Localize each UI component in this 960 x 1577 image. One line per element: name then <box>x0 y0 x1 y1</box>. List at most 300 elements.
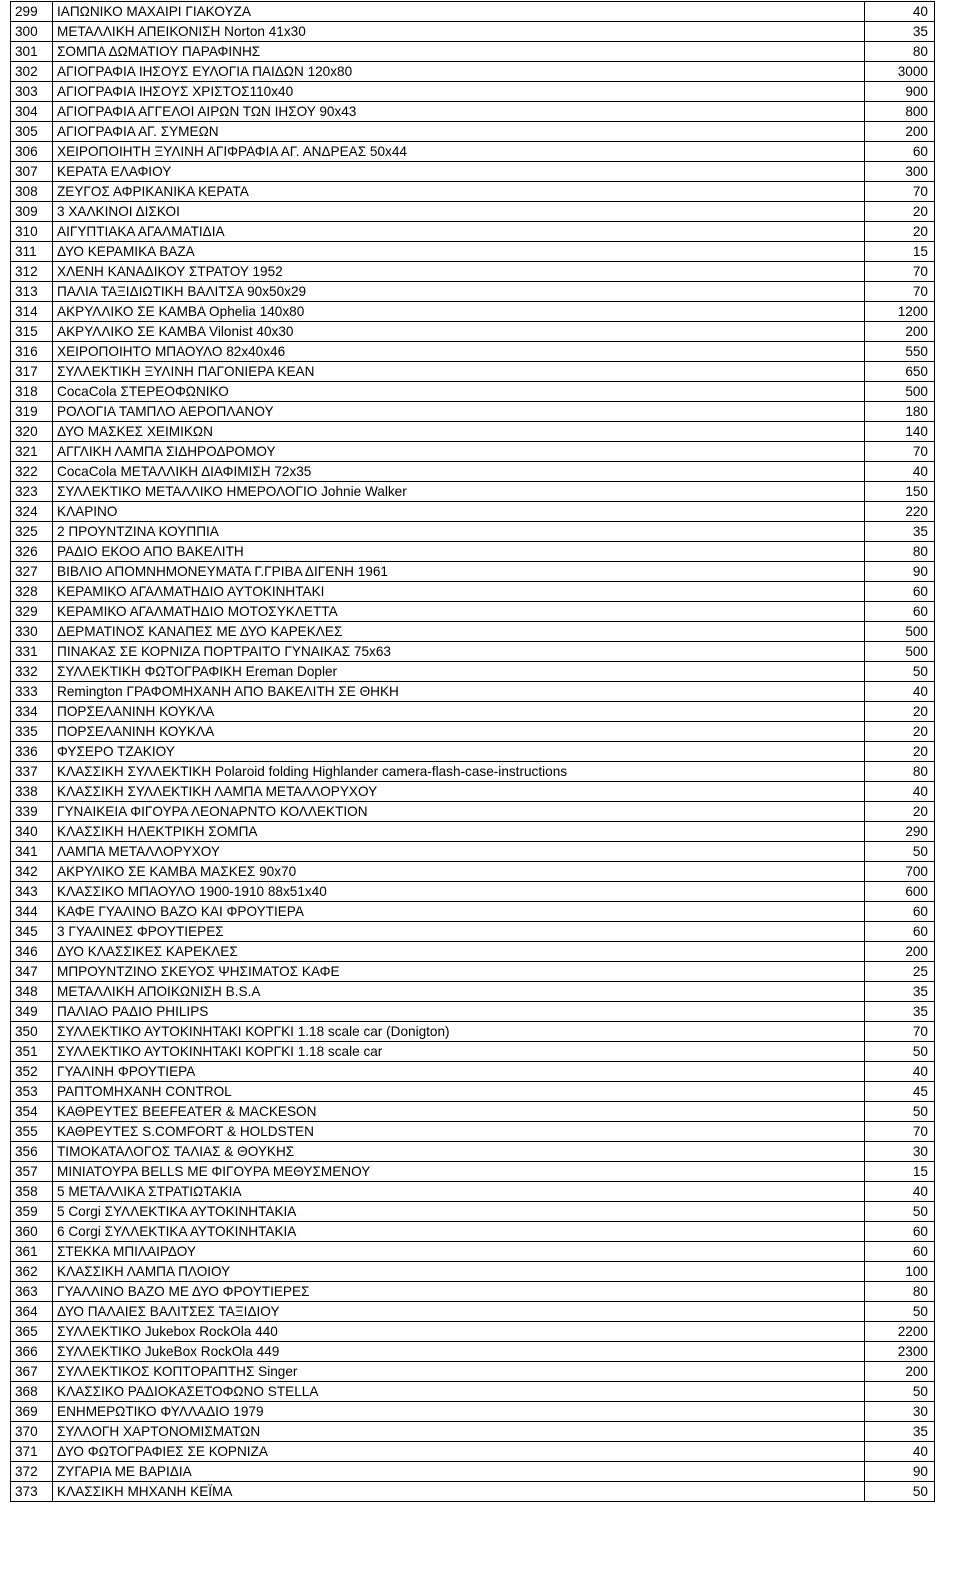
item-number: 356 <box>11 1142 53 1162</box>
table-row <box>11 122 935 142</box>
item-price: 40 <box>865 2 935 22</box>
item-description: 6 Corgi ΣΥΛΛΕΚΤΙΚΑ ΑΥΤΟΚΙΝΗΤΑΚΙΑ <box>53 1222 865 1242</box>
item-price: 70 <box>865 282 935 302</box>
table-row <box>11 742 935 762</box>
item-description: ΚΛΑΣΣΙΚΗ ΣΥΛΛΕΚΤΙΚΗ ΛΑΜΠΑ ΜΕΤΑΛΛΟΡΥΧΟΥ <box>53 782 865 802</box>
table-row <box>11 1262 935 1282</box>
item-description: ΣΥΛΛΕΚΤΙΚΟ ΑΥΤΟΚΙΝΗΤΑΚΙ ΚΟΡΓΚΙ 1.18 scale car <box>53 1042 865 1062</box>
item-price: 70 <box>865 182 935 202</box>
item-number: 324 <box>11 502 53 522</box>
item-price: 50 <box>865 1042 935 1062</box>
item-number: 315 <box>11 322 53 342</box>
item-price: 60 <box>865 602 935 622</box>
table-row <box>11 1022 935 1042</box>
table-row <box>11 1302 935 1322</box>
item-number: 350 <box>11 1022 53 1042</box>
table-row <box>11 942 935 962</box>
item-number: 360 <box>11 1222 53 1242</box>
item-price: 80 <box>865 542 935 562</box>
item-price: 70 <box>865 442 935 462</box>
item-price: 900 <box>865 82 935 102</box>
item-description: ΚΛΑΣΣΙΚΗ ΗΛΕΚΤΡΙΚΗ ΣΟΜΠΑ <box>53 822 865 842</box>
item-description: 3 ΧΑΛΚΙΝΟΙ ΔΙΣΚΟΙ <box>53 202 865 222</box>
item-number: 368 <box>11 1382 53 1402</box>
item-number: 301 <box>11 42 53 62</box>
table-row <box>11 982 935 1002</box>
item-number: 364 <box>11 1302 53 1322</box>
table-row <box>11 762 935 782</box>
item-price: 50 <box>865 1202 935 1222</box>
item-price: 800 <box>865 102 935 122</box>
table-row <box>11 442 935 462</box>
price-list-body <box>11 2 935 1502</box>
item-price: 35 <box>865 22 935 42</box>
table-row <box>11 1402 935 1422</box>
item-price: 50 <box>865 1382 935 1402</box>
table-row <box>11 382 935 402</box>
item-price: 200 <box>865 942 935 962</box>
item-price: 50 <box>865 662 935 682</box>
item-number: 325 <box>11 522 53 542</box>
table-row <box>11 702 935 722</box>
item-number: 331 <box>11 642 53 662</box>
table-row <box>11 1082 935 1102</box>
item-number: 326 <box>11 542 53 562</box>
item-description: ΙΑΠΩΝΙΚΟ ΜΑΧΑΙΡΙ ΓΙΑΚΟΥΖΑ <box>53 2 865 22</box>
item-number: 349 <box>11 1002 53 1022</box>
table-row <box>11 922 935 942</box>
item-price: 60 <box>865 582 935 602</box>
item-price: 500 <box>865 622 935 642</box>
item-description: ΠΟΡΣΕΛΑΝΙΝΗ ΚΟΥΚΛΑ <box>53 722 865 742</box>
item-description: ΣΥΛΛΟΓΗ ΧΑΡΤΟΝΟΜΙΣΜΑΤΩΝ <box>53 1422 865 1442</box>
item-price: 40 <box>865 682 935 702</box>
item-price: 35 <box>865 982 935 1002</box>
item-price: 200 <box>865 1362 935 1382</box>
item-price: 80 <box>865 762 935 782</box>
item-number: 316 <box>11 342 53 362</box>
table-row <box>11 302 935 322</box>
item-number: 312 <box>11 262 53 282</box>
item-price: 20 <box>865 702 935 722</box>
table-row <box>11 1382 935 1402</box>
item-price: 15 <box>865 1162 935 1182</box>
item-number: 322 <box>11 462 53 482</box>
item-number: 311 <box>11 242 53 262</box>
item-price: 20 <box>865 742 935 762</box>
table-row <box>11 1042 935 1062</box>
table-row <box>11 1482 935 1502</box>
item-number: 327 <box>11 562 53 582</box>
item-number: 332 <box>11 662 53 682</box>
item-description: ΡΟΛΟΓΙΑ ΤΑΜΠΛΟ ΑΕΡΟΠΛΑΝΟΥ <box>53 402 865 422</box>
item-number: 303 <box>11 82 53 102</box>
table-row <box>11 622 935 642</box>
item-number: 359 <box>11 1202 53 1222</box>
item-description: ΠΑΛΙΑ ΤΑΞΙΔΙΩΤΙΚΗ ΒΑΛΙΤΣΑ 90x50x29 <box>53 282 865 302</box>
item-price: 90 <box>865 562 935 582</box>
item-price: 550 <box>865 342 935 362</box>
table-row <box>11 902 935 922</box>
item-number: 362 <box>11 1262 53 1282</box>
item-number: 304 <box>11 102 53 122</box>
item-number: 338 <box>11 782 53 802</box>
item-description: ΡΑΠΤΟΜΗΧΑΝΗ CONTROL <box>53 1082 865 1102</box>
item-number: 299 <box>11 2 53 22</box>
table-row <box>11 202 935 222</box>
item-description: ΓΥΑΛΛΙΝΟ ΒΑΖΟ ΜΕ ΔΥΟ ΦΡΟΥΤΙΕΡΕΣ <box>53 1282 865 1302</box>
item-number: 300 <box>11 22 53 42</box>
item-description: ΔΥΟ ΜΑΣΚΕΣ ΧΕΙΜΙΚΩΝ <box>53 422 865 442</box>
item-price: 70 <box>865 1022 935 1042</box>
item-description: ΔΥΟ ΚΛΑΣΣΙΚΕΣ ΚΑΡΕΚΛΕΣ <box>53 942 865 962</box>
item-description: ΑΓΓΛΙΚΗ ΛΑΜΠΑ ΣΙΔΗΡΟΔΡΟΜΟΥ <box>53 442 865 462</box>
table-row <box>11 1062 935 1082</box>
item-description: ΣΤΕΚΚΑ ΜΠΙΛΑΙΡΔΟΥ <box>53 1242 865 1262</box>
item-price: 60 <box>865 902 935 922</box>
item-description: ΛΑΜΠΑ ΜΕΤΑΛΛΟΡΥΧΟΥ <box>53 842 865 862</box>
item-price: 25 <box>865 962 935 982</box>
item-description: ΚΑΘΡΕΥΤΕΣ S.COMFORT & HOLDSTEN <box>53 1122 865 1142</box>
item-number: 341 <box>11 842 53 862</box>
table-row <box>11 522 935 542</box>
table-row <box>11 102 935 122</box>
item-description: ΣΥΛΛΕΚΤΙΚΟ ΑΥΤΟΚΙΝΗΤΑΚΙ ΚΟΡΓΚΙ 1.18 scale car (Donigton) <box>53 1022 865 1042</box>
item-price: 50 <box>865 1302 935 1322</box>
item-description: ΖΥΓΑΡΙΑ ΜΕ ΒΑΡΙΔΙΑ <box>53 1462 865 1482</box>
table-row <box>11 62 935 82</box>
item-description: ΜΠΡΟΥΝΤΖΙΝΟ ΣΚΕΥΟΣ ΨΗΣΙΜΑΤΟΣ ΚΑΦΕ <box>53 962 865 982</box>
table-row <box>11 842 935 862</box>
item-number: 346 <box>11 942 53 962</box>
item-number: 329 <box>11 602 53 622</box>
item-number: 335 <box>11 722 53 742</box>
item-number: 351 <box>11 1042 53 1062</box>
table-row <box>11 1322 935 1342</box>
item-number: 302 <box>11 62 53 82</box>
table-row <box>11 562 935 582</box>
item-price: 140 <box>865 422 935 442</box>
item-number: 319 <box>11 402 53 422</box>
item-number: 371 <box>11 1442 53 1462</box>
item-price: 700 <box>865 862 935 882</box>
item-description: ΜΕΤΑΛΛΙΚΗ ΑΠΕΙΚΟΝΙΣΗ Norton 41x30 <box>53 22 865 42</box>
table-row <box>11 1222 935 1242</box>
item-number: 343 <box>11 882 53 902</box>
item-price: 60 <box>865 142 935 162</box>
table-row <box>11 802 935 822</box>
table-row <box>11 2 935 22</box>
item-price: 290 <box>865 822 935 842</box>
table-row <box>11 822 935 842</box>
item-price: 35 <box>865 1002 935 1022</box>
item-number: 313 <box>11 282 53 302</box>
table-row <box>11 1142 935 1162</box>
table-row <box>11 782 935 802</box>
item-description: ΓΥΑΛΙΝΗ ΦΡΟΥΤΙΕΡΑ <box>53 1062 865 1082</box>
item-price: 15 <box>865 242 935 262</box>
item-number: 339 <box>11 802 53 822</box>
table-row <box>11 182 935 202</box>
item-price: 300 <box>865 162 935 182</box>
item-number: 354 <box>11 1102 53 1122</box>
item-number: 308 <box>11 182 53 202</box>
item-price: 20 <box>865 222 935 242</box>
item-description: Remington ΓΡΑΦΟΜΗΧΑΝΗ ΑΠΟ ΒΑΚΕΛΙΤΗ ΣΕ ΘΗΚΗ <box>53 682 865 702</box>
item-price: 80 <box>865 42 935 62</box>
item-description: ΚΛΑΣΣΙΚΗ ΜΗΧΑΝΗ ΚΕΪΜΑ <box>53 1482 865 1502</box>
item-number: 307 <box>11 162 53 182</box>
item-description: ΜΙΝΙΑΤΟΥΡΑ BELLS ΜΕ ΦΙΓΟΥΡΑ ΜΕΘΥΣΜΕΝΟΥ <box>53 1162 865 1182</box>
item-description: ΣΥΛΛΕΚΤΙΚΟΣ ΚΟΠΤΟΡΑΠΤΗΣ Singer <box>53 1362 865 1382</box>
item-price: 20 <box>865 202 935 222</box>
item-description: ΑΙΓΥΠΤΙΑΚΑ ΑΓΑΛΜΑΤΙΔΙΑ <box>53 222 865 242</box>
item-number: 373 <box>11 1482 53 1502</box>
item-number: 366 <box>11 1342 53 1362</box>
item-description: ΚΑΦΕ ΓΥΑΛΙΝΟ ΒΑΖΟ ΚΑΙ ΦΡΟΥΤΙΕΡΑ <box>53 902 865 922</box>
item-description: 3 ΓΥΑΛΙΝΕΣ ΦΡΟΥΤΙΕΡΕΣ <box>53 922 865 942</box>
table-row <box>11 1462 935 1482</box>
item-description: ΚΕΡΑΜΙΚΟ ΑΓΑΛΜΑΤΗΔΙΟ ΑΥΤΟΚΙΝΗΤΑΚΙ <box>53 582 865 602</box>
table-row <box>11 322 935 342</box>
item-description: ΧΛΕΝΗ ΚΑΝΑΔΙΚΟΥ ΣΤΡΑΤΟΥ 1952 <box>53 262 865 282</box>
item-description: ΖΕΥΓΟΣ ΑΦΡΙΚΑΝΙΚΑ ΚΕΡΑΤΑ <box>53 182 865 202</box>
table-row <box>11 402 935 422</box>
table-row <box>11 1342 935 1362</box>
item-price: 30 <box>865 1402 935 1422</box>
table-row <box>11 502 935 522</box>
table-row <box>11 362 935 382</box>
item-price: 45 <box>865 1082 935 1102</box>
item-description: ΜΕΤΑΛΛΙΚΗ ΑΠΟΙΚΩΝΙΣΗ B.S.A <box>53 982 865 1002</box>
item-number: 334 <box>11 702 53 722</box>
table-row <box>11 222 935 242</box>
item-description: ΣΥΛΛΕΚΤΙΚΟ Jukebox RockOla 440 <box>53 1322 865 1342</box>
table-row <box>11 1102 935 1122</box>
item-price: 80 <box>865 1282 935 1302</box>
item-description: ΣΥΛΛΕΚΤΙΚΟ ΜΕΤΑΛΛΙΚΟ ΗΜΕΡΟΛΟΓΙΟ Johnie Walker <box>53 482 865 502</box>
item-price: 70 <box>865 1122 935 1142</box>
table-row <box>11 882 935 902</box>
item-description: ΔΥΟ ΠΑΛΑΙΕΣ ΒΑΛΙΤΣΕΣ ΤΑΞΙΔΙΟΥ <box>53 1302 865 1322</box>
item-price: 70 <box>865 262 935 282</box>
item-price: 50 <box>865 842 935 862</box>
table-row <box>11 962 935 982</box>
item-description: ΣΟΜΠΑ ΔΩΜΑΤΙΟΥ ΠΑΡΑΦΙΝΗΣ <box>53 42 865 62</box>
table-row <box>11 682 935 702</box>
item-description: ΑΚΡΥΛΙΚΟ ΣΕ ΚΑΜΒΑ ΜΑΣΚΕΣ 90x70 <box>53 862 865 882</box>
item-price: 50 <box>865 1482 935 1502</box>
table-row <box>11 1202 935 1222</box>
item-description: ΠΑΛΙΑΟ ΡΑΔΙΟ PHILIPS <box>53 1002 865 1022</box>
table-row <box>11 1162 935 1182</box>
item-price: 60 <box>865 922 935 942</box>
table-row <box>11 342 935 362</box>
item-price: 40 <box>865 1442 935 1462</box>
item-number: 336 <box>11 742 53 762</box>
item-price: 40 <box>865 1062 935 1082</box>
item-description: ΔΥΟ ΦΩΤΟΓΡΑΦΙΕΣ ΣΕ ΚΟΡΝΙΖΑ <box>53 1442 865 1462</box>
table-row <box>11 642 935 662</box>
item-description: ΡΑΔΙΟ ΕΚΟΟ ΑΠΟ ΒΑΚΕΛΙΤΗ <box>53 542 865 562</box>
item-description: ΑΚΡΥΛΛΙΚΟ ΣΕ ΚΑΜΒΑ Vilonist 40x30 <box>53 322 865 342</box>
item-number: 342 <box>11 862 53 882</box>
item-number: 305 <box>11 122 53 142</box>
item-description: 2 ΠΡΟΥΝΤΖΙΝΑ ΚΟΥΠΠΙΑ <box>53 522 865 542</box>
item-description: ΚΛΑΣΣΙΚΟ ΜΠΑΟΥΛΟ 1900-1910 88x51x40 <box>53 882 865 902</box>
item-description: 5 Corgi ΣΥΛΛΕΚΤΙΚΑ ΑΥΤΟΚΙΝΗΤΑΚΙΑ <box>53 1202 865 1222</box>
item-price: 200 <box>865 322 935 342</box>
item-description: ΑΓΙΟΓΡΑΦΙΑ ΑΓΓΕΛΟΙ ΑΙΡΩΝ ΤΩΝ ΙΗΣΟΥ 90x43 <box>53 102 865 122</box>
item-price: 20 <box>865 802 935 822</box>
item-number: 330 <box>11 622 53 642</box>
table-row <box>11 142 935 162</box>
table-row <box>11 42 935 62</box>
table-row <box>11 462 935 482</box>
item-description: ΔΥΟ ΚΕΡΑΜΙΚΑ ΒΑΖΑ <box>53 242 865 262</box>
item-description: ΚΑΘΡΕΥΤΕΣ BEEFEATER & MACKESON <box>53 1102 865 1122</box>
item-price: 50 <box>865 1102 935 1122</box>
table-row <box>11 1002 935 1022</box>
table-row <box>11 22 935 42</box>
item-price: 600 <box>865 882 935 902</box>
item-price: 3000 <box>865 62 935 82</box>
item-number: 355 <box>11 1122 53 1142</box>
item-number: 337 <box>11 762 53 782</box>
item-description: ΚΛΑΣΣΙΚΗ ΣΥΛΛΕΚΤΙΚΗ Polaroid folding Highlander camera-flash-case-instructions <box>53 762 865 782</box>
item-price: 100 <box>865 1262 935 1282</box>
item-price: 90 <box>865 1462 935 1482</box>
item-description: ΠΙΝΑΚΑΣ ΣΕ ΚΟΡΝΙΖΑ ΠΟΡΤΡΑΙΤΟ ΓΥΝΑΙΚΑΣ 75x63 <box>53 642 865 662</box>
item-number: 352 <box>11 1062 53 1082</box>
table-row <box>11 602 935 622</box>
item-description: ΔΕΡΜΑΤΙΝΟΣ ΚΑΝΑΠΕΣ ΜΕ ΔΥΟ ΚΑΡΕΚΛΕΣ <box>53 622 865 642</box>
table-row <box>11 1442 935 1462</box>
item-price: 220 <box>865 502 935 522</box>
item-price: 2200 <box>865 1322 935 1342</box>
item-price: 500 <box>865 642 935 662</box>
table-row <box>11 1182 935 1202</box>
table-row <box>11 862 935 882</box>
item-number: 306 <box>11 142 53 162</box>
item-description: ΠΟΡΣΕΛΑΝΙΝΗ ΚΟΥΚΛΑ <box>53 702 865 722</box>
table-row <box>11 262 935 282</box>
item-number: 357 <box>11 1162 53 1182</box>
item-number: 353 <box>11 1082 53 1102</box>
item-number: 367 <box>11 1362 53 1382</box>
item-description: ΓΥΝΑΙΚΕΙΑ ΦΙΓΟΥΡΑ ΛΕΟΝΑΡΝΤΟ ΚΟΛΛΕΚΤΙΟΝ <box>53 802 865 822</box>
item-price: 20 <box>865 722 935 742</box>
item-description: ΚΕΡΑΤΑ ΕΛΑΦΙΟΥ <box>53 162 865 182</box>
item-description: ΤΙΜΟΚΑΤΑΛΟΓΟΣ ΤΑΛΙΑΣ & ΘΟΥΚΗΣ <box>53 1142 865 1162</box>
table-row <box>11 1422 935 1442</box>
item-description: ΚΕΡΑΜΙΚΟ ΑΓΑΛΜΑΤΗΔΙΟ ΜΟΤΟΣΥΚΛΕΤΤΑ <box>53 602 865 622</box>
item-number: 333 <box>11 682 53 702</box>
item-number: 328 <box>11 582 53 602</box>
item-number: 358 <box>11 1182 53 1202</box>
item-number: 344 <box>11 902 53 922</box>
item-description: ΑΚΡΥΛΛΙΚΟ ΣΕ ΚΑΜΒΑ Ophelia 140x80 <box>53 302 865 322</box>
item-price: 60 <box>865 1222 935 1242</box>
item-description: ΕΝΗΜΕΡΩΤΙΚΟ ΦΥΛΛΑΔΙΟ 1979 <box>53 1402 865 1422</box>
item-price: 200 <box>865 122 935 142</box>
item-description: ΧΕΙΡΟΠΟΙΗΤΟ ΜΠΑΟΥΛΟ 82x40x46 <box>53 342 865 362</box>
table-row <box>11 1242 935 1262</box>
item-number: 310 <box>11 222 53 242</box>
table-row <box>11 1122 935 1142</box>
item-price: 500 <box>865 382 935 402</box>
item-description: ΧΕΙΡΟΠΟΙΗΤΗ ΞΥΛΙΝΗ ΑΓΙΦΡΑΦΙΑ ΑΓ. ΑΝΔΡΕΑΣ 50x44 <box>53 142 865 162</box>
item-number: 323 <box>11 482 53 502</box>
item-number: 363 <box>11 1282 53 1302</box>
item-price: 1200 <box>865 302 935 322</box>
price-list-table <box>10 1 935 1502</box>
item-description: ΑΓΙΟΓΡΑΦΙΑ ΙΗΣΟΥΣ ΕΥΛΟΓΙΑ ΠΑΙΔΩΝ 120x80 <box>53 62 865 82</box>
item-number: 348 <box>11 982 53 1002</box>
item-number: 347 <box>11 962 53 982</box>
item-number: 370 <box>11 1422 53 1442</box>
item-description: 5 ΜΕΤΑΛΛΙΚΑ ΣΤΡΑΤΙΩΤΑΚΙΑ <box>53 1182 865 1202</box>
table-row <box>11 542 935 562</box>
table-row <box>11 582 935 602</box>
item-price: 60 <box>865 1242 935 1262</box>
item-description: ΚΛΑΣΣΙΚΗ ΛΑΜΠΑ ΠΛΟΙΟΥ <box>53 1262 865 1282</box>
item-description: ΑΓΙΟΓΡΑΦΙΑ ΙΗΣΟΥΣ ΧΡΙΣΤΟΣ110x40 <box>53 82 865 102</box>
item-description: ΣΥΛΛΕΚΤΙΚΗ ΞΥΛΙΝΗ ΠΑΓΟΝΙΕΡΑ ΚΕΑΝ <box>53 362 865 382</box>
item-number: 318 <box>11 382 53 402</box>
item-number: 361 <box>11 1242 53 1262</box>
item-number: 345 <box>11 922 53 942</box>
item-number: 369 <box>11 1402 53 1422</box>
item-number: 321 <box>11 442 53 462</box>
item-number: 317 <box>11 362 53 382</box>
item-price: 35 <box>865 1422 935 1442</box>
item-number: 314 <box>11 302 53 322</box>
table-row <box>11 422 935 442</box>
table-row <box>11 162 935 182</box>
table-row <box>11 1362 935 1382</box>
table-row <box>11 282 935 302</box>
item-number: 372 <box>11 1462 53 1482</box>
item-price: 30 <box>865 1142 935 1162</box>
item-number: 320 <box>11 422 53 442</box>
item-price: 150 <box>865 482 935 502</box>
table-row <box>11 722 935 742</box>
item-description: ΣΥΛΛΕΚΤΙΚΗ ΦΩΤΟΓΡΑΦΙΚΗ Ereman Dopler <box>53 662 865 682</box>
table-row <box>11 82 935 102</box>
item-price: 40 <box>865 1182 935 1202</box>
item-price: 40 <box>865 782 935 802</box>
item-price: 180 <box>865 402 935 422</box>
item-description: ΣΥΛΛΕΚΤΙΚΟ JukeBox RockOla 449 <box>53 1342 865 1362</box>
item-price: 2300 <box>865 1342 935 1362</box>
item-price: 40 <box>865 462 935 482</box>
item-description: CocaCola ΣΤΕΡΕΟΦΩΝΙΚΟ <box>53 382 865 402</box>
table-row <box>11 242 935 262</box>
item-description: ΚΛΑΣΣΙΚΟ ΡΑΔΙΟΚΑΣΕΤΟΦΩΝΟ STELLA <box>53 1382 865 1402</box>
table-row <box>11 1282 935 1302</box>
item-price: 650 <box>865 362 935 382</box>
table-row <box>11 662 935 682</box>
item-description: ΒΙΒΛΙΟ ΑΠΟΜΝΗΜΟΝΕΥΜΑΤΑ Γ.ΓΡΙΒΑ ΔΙΓΕΝΗ 1961 <box>53 562 865 582</box>
item-description: CocaCola ΜΕΤΑΛΛΙΚΗ ΔΙΑΦΙΜΙΣΗ 72x35 <box>53 462 865 482</box>
item-description: ΚΛΑΡΙΝΟ <box>53 502 865 522</box>
table-row <box>11 482 935 502</box>
item-price: 35 <box>865 522 935 542</box>
item-description: ΦΥΣΕΡΟ ΤΖΑΚΙΟΥ <box>53 742 865 762</box>
item-number: 309 <box>11 202 53 222</box>
item-description: ΑΓΙΟΓΡΑΦΙΑ ΑΓ. ΣΥΜΕΩΝ <box>53 122 865 142</box>
